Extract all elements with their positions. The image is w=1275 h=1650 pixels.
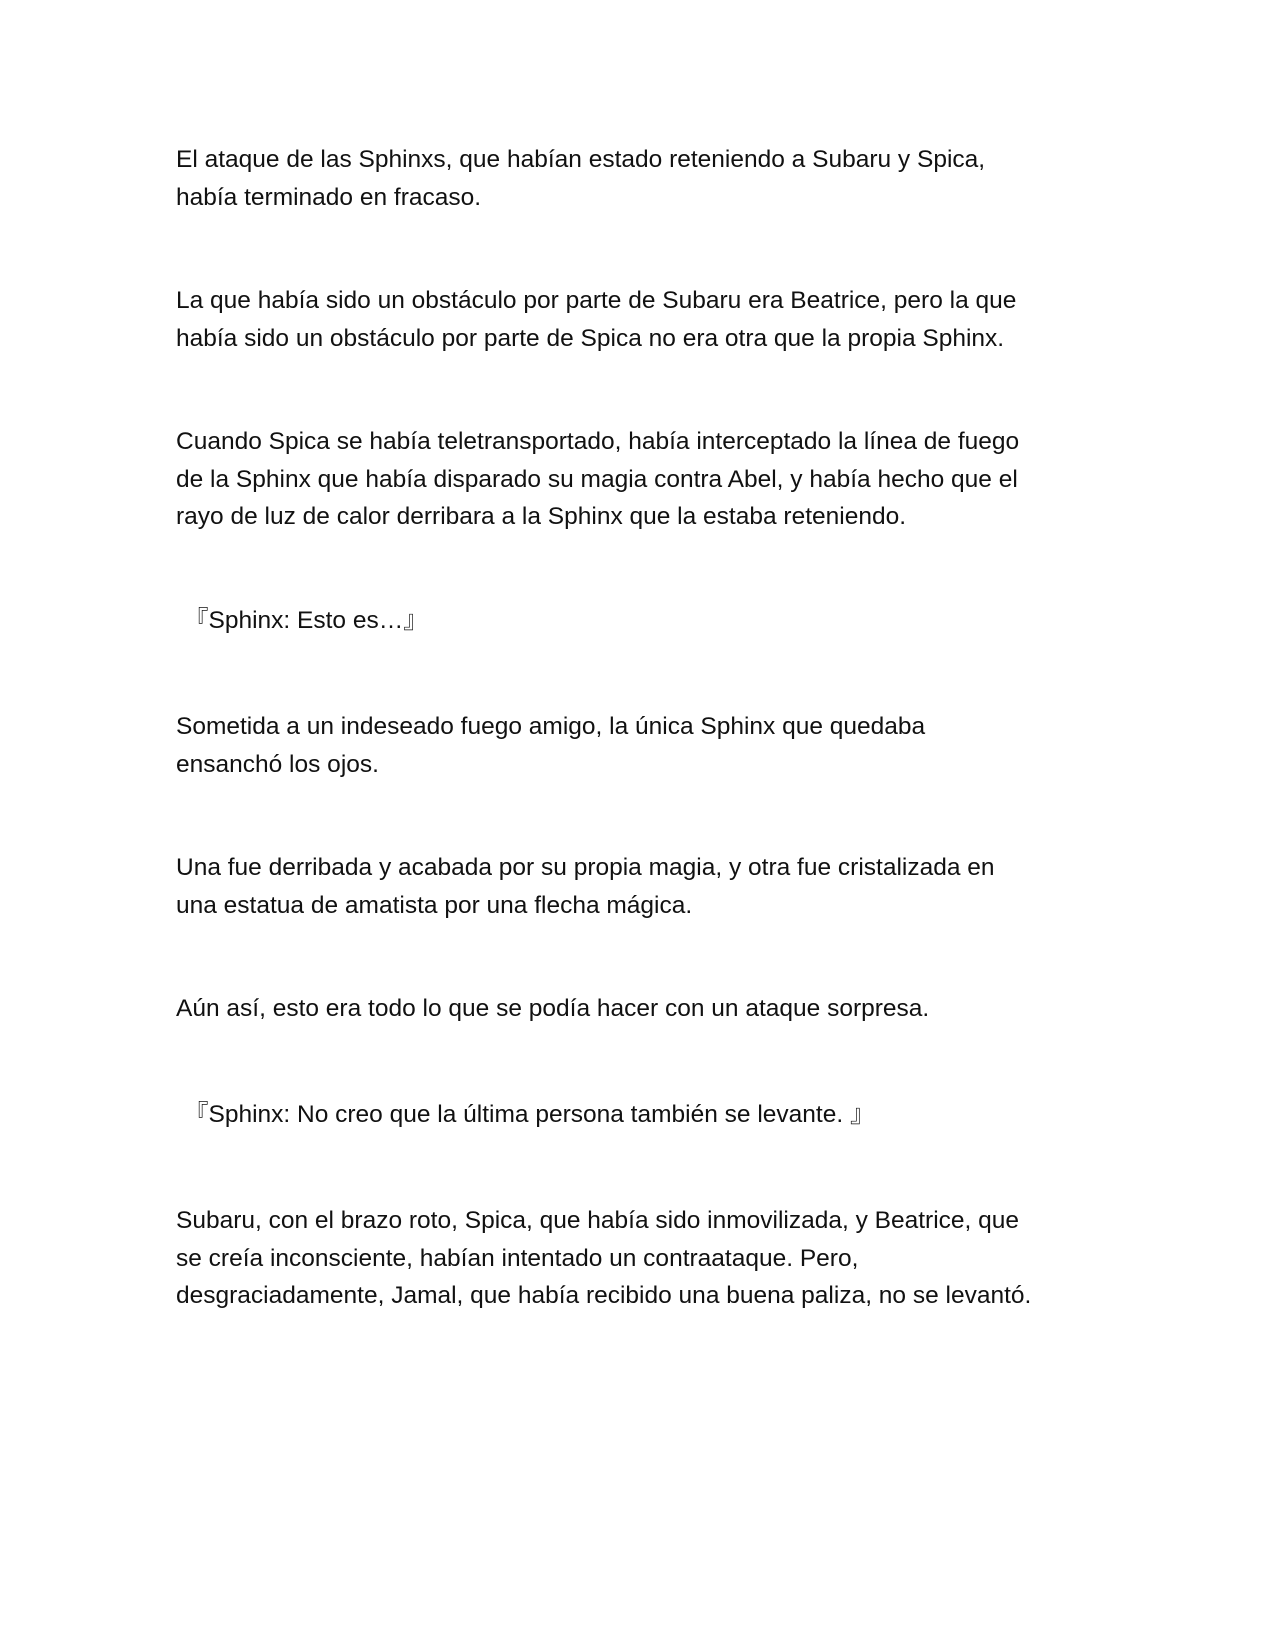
text-line: rayo de luz de calor derribara a la Sphinx que la estaba reteniendo.	[176, 503, 907, 530]
text-line: desgraciadamente, Jamal, que había recibido una buena paliza, no se levantó.	[176, 1282, 1032, 1309]
text-line: una estatua de amatista por una flecha mágica.	[176, 891, 693, 919]
dialogue-line: 『Sphinx: Esto es…』	[184, 607, 428, 634]
text-line: ensanchó los ojos.	[176, 750, 379, 778]
text-line: El ataque de las Sphinxs, que habían estado reteniendo a Subaru y Spica,	[176, 146, 986, 173]
paragraph-1	[176, 141, 1116, 216]
paragraph-6	[176, 990, 1116, 1028]
text-line: Cuando Spica se había teletransportado, había interceptado la línea de fuego	[176, 428, 1020, 455]
text-line: de la Sphinx que había disparado su magia contra Abel, y había hecho que el	[176, 465, 1018, 493]
text-line: había terminado en fracaso.	[176, 183, 482, 211]
text-line: Subaru, con el brazo roto, Spica, que había sido inmovilizada, y Beatrice, que	[176, 1207, 1020, 1234]
dialogue-line: 『Sphinx: No creo que la última persona también se levante. 』	[184, 1101, 875, 1128]
dialogue-1	[184, 602, 1124, 640]
text-line: La que había sido un obstáculo por parte de Subaru era Beatrice, pero la que	[176, 287, 1017, 314]
text-line: se creía inconsciente, habían intentado un contraataque. Pero,	[176, 1244, 859, 1272]
text-line: había sido un obstáculo por parte de Spica no era otra que la propia Sphinx.	[176, 324, 1005, 352]
dialogue-2	[184, 1096, 1124, 1134]
text-line: Sometida a un indeseado fuego amigo, la única Sphinx que quedaba	[176, 713, 926, 740]
paragraph-2	[176, 282, 1116, 357]
text-line: Una fue derribada y acabada por su propia magia, y otra fue cristalizada en	[176, 854, 995, 881]
paragraph-7	[176, 1202, 1116, 1315]
paragraph-3	[176, 423, 1116, 536]
paragraph-5	[176, 849, 1116, 924]
text-line: Aún así, esto era todo lo que se podía hacer con un ataque sorpresa.	[176, 995, 930, 1022]
paragraph-4	[176, 708, 1116, 783]
